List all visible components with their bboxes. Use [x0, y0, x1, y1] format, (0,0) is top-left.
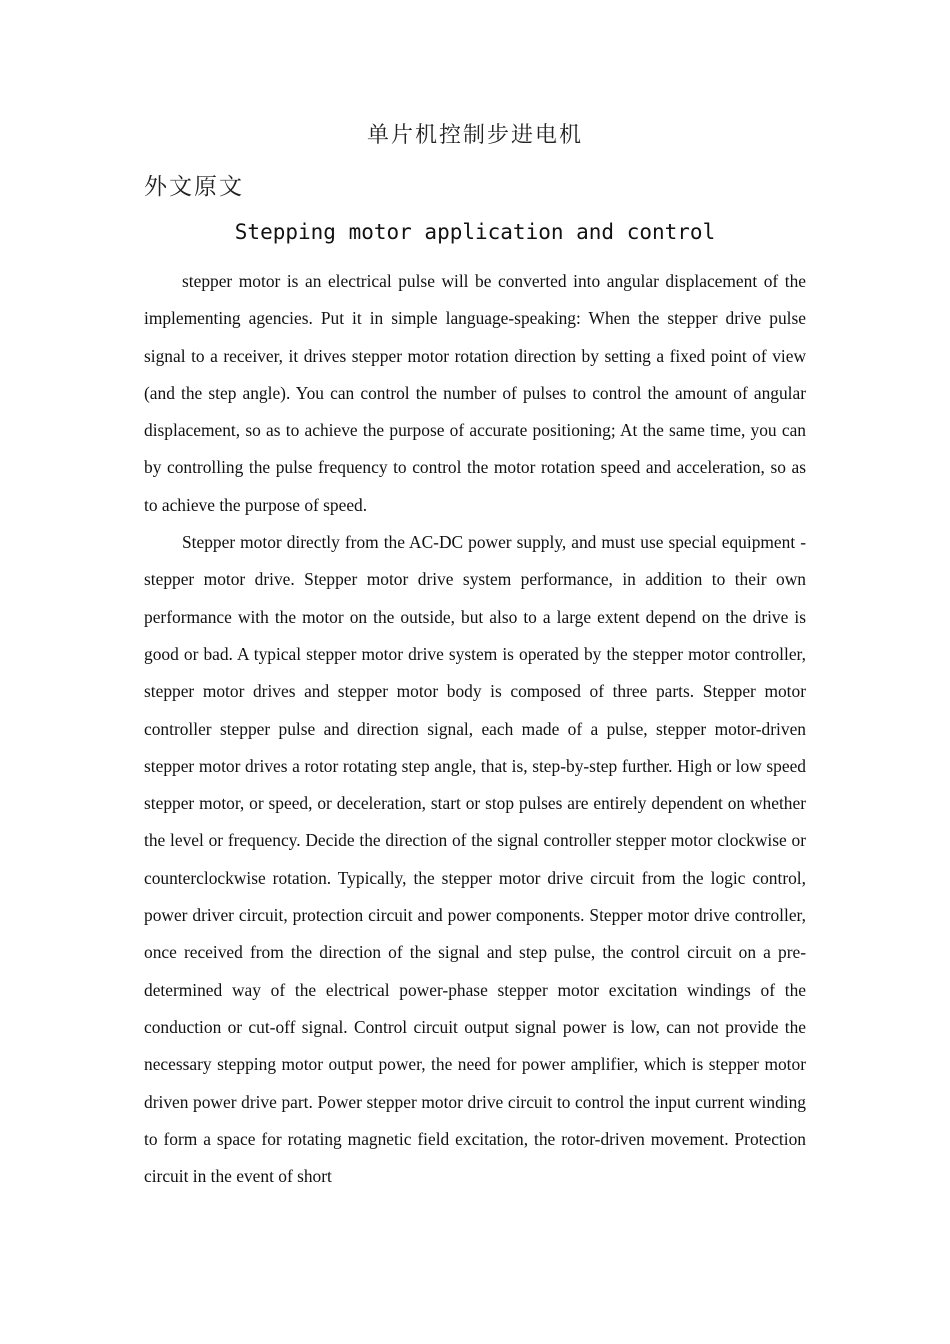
body-text [144, 263, 806, 1195]
paragraph: Stepper motor directly from the AC-DC power supply, and must use special equipment - stepper motor drive. Stepper motor drive system performance, in addition to their own performance with the motor on the outside, but also to a large extent depend on the drive is good or bad. A typical stepper motor drive system is operated by the stepper motor controller, stepper motor drives and stepper motor body is composed of three parts. Stepper motor controller stepper pulse and direction signal, each made of a pulse, stepper motor-driven stepper motor drives a rotor rotating step angle, that is, step-by-step further. High or low speed stepper motor, or speed, or deceleration, start or stop pulses are entirely dependent on whether the level or frequency. Decide the direction of the signal controller stepper motor clockwise or counterclockwise rotation. Typically, the stepper motor drive circuit from the logic control, power driver circuit, protection circuit and power components. Stepper motor drive controller, once received from the direction of the signal and step pulse, the control circuit on a pre-determined way of the electrical power-phase stepper motor excitation windings of the conduction or cut-off signal. Control circuit output signal power is low, can not provide the necessary stepping motor output power, the need for power amplifier, which is stepper motor driven power drive part. Power stepper motor drive circuit to control the input current winding to form a space for rotating magnetic field excitation, the rotor-driven movement. Protection circuit in the event of short [144, 532, 806, 1187]
document-title: 单片机控制步进电机 [366, 123, 583, 148]
section-label: 外文原文 [144, 174, 244, 200]
paragraph: stepper motor is an electrical pulse will be converted into angular displacement of the implementing agencies. Put it in simple language-speaking: When the stepper drive pulse signal to a receiver, it drives stepper motor rotation direction by setting a fixed point of view (and the step angle). You can control the number of pulses to control the amount of angular displacement, so as to achieve the purpose of accurate positioning; At the same time, you can by controlling the pulse frequency to control the motor rotation speed and acceleration, so as to achieve the purpose of speed. [144, 271, 806, 515]
article-title: Stepping motor application and control [234, 220, 716, 244]
